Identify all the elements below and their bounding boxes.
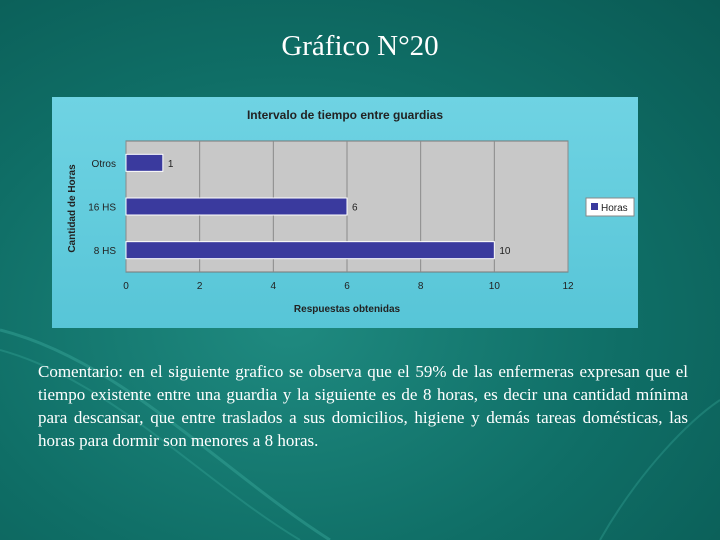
y-tick-label: 16 HS [88,202,116,214]
legend-swatch [591,203,598,210]
bar [126,242,494,259]
y-tick-label: 8 HS [93,246,116,258]
x-tick-label: 4 [270,281,277,292]
chart-title: Intervalo de tiempo entre guardias [246,108,444,122]
comment-paragraph: Comentario: en el siguiente grafico se observa que el 59% de las enfermeras expresan que el tiempo existente entre una guardia y la siguiente es de 8 horas, es decir una cantidad mínima para descansar, que entre traslados a sus domicilios, higiene y demás tareas domésticas, las horas para dormir son menores a 8 horas. [38,362,688,450]
slide-title: Gráfico N°20 [281,30,439,62]
x-tick-label: 0 [123,281,129,292]
x-tick-label: 10 [488,281,500,292]
bar [126,198,347,215]
y-tick-label: Otros [91,158,116,170]
chart-frame [52,97,638,328]
data-label: 10 [499,246,511,258]
data-label: 1 [167,158,174,170]
bar [126,154,163,171]
y-axis-title: Cantidad de Horas [67,164,78,253]
x-tick-label: 8 [417,281,424,292]
x-tick-label: 2 [196,281,203,292]
data-label: 6 [352,202,358,214]
x-axis-title: Respuestas obtenidas [293,304,401,315]
legend-label: Horas [601,203,628,214]
x-tick-label: 12 [562,281,574,292]
x-tick-label: 6 [344,281,350,292]
bar-chart [52,97,638,328]
